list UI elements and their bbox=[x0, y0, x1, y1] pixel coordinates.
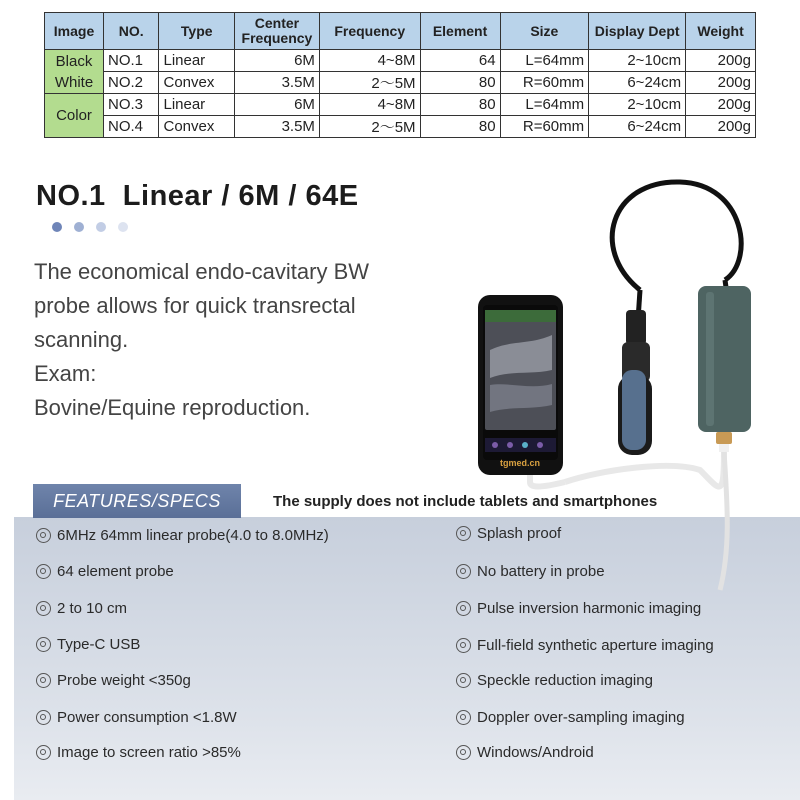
table-row bbox=[45, 116, 756, 138]
cell-freq: 4~8M bbox=[319, 94, 420, 116]
cell-display: 2~10cm bbox=[589, 50, 686, 72]
feature-text: Doppler over-sampling imaging bbox=[477, 709, 685, 726]
feature-text: Splash proof bbox=[477, 525, 562, 542]
feature-item bbox=[456, 600, 701, 617]
bullet-icon bbox=[36, 710, 51, 725]
feature-text: Pulse inversion harmonic imaging bbox=[477, 600, 702, 617]
desc-line: The economical endo-cavitary BW bbox=[34, 259, 370, 284]
feature-item bbox=[456, 637, 714, 654]
feature-text: Image to screen ratio >85% bbox=[57, 744, 241, 761]
col-size: Size bbox=[500, 13, 589, 50]
cell-weight: 200g bbox=[686, 116, 756, 138]
col-weight: Weight bbox=[686, 13, 756, 50]
supply-note: The supply does not include tablets and smartphones bbox=[273, 493, 658, 510]
feature-item bbox=[36, 744, 241, 761]
feature-text: 6MHz 64mm linear probe(4.0 to 8.0MHz) bbox=[57, 527, 329, 544]
col-no: NO. bbox=[104, 13, 159, 50]
dot-4 bbox=[118, 222, 128, 232]
feature-item bbox=[456, 672, 653, 689]
cell-type: Convex bbox=[159, 116, 234, 138]
bullet-icon bbox=[36, 673, 51, 688]
cell-display: 6~24cm bbox=[589, 116, 686, 138]
feature-text: No battery in probe bbox=[477, 563, 605, 580]
bullet-icon bbox=[36, 745, 51, 760]
col-image: Image bbox=[45, 13, 104, 50]
bullet-icon bbox=[36, 637, 51, 652]
col-frequency: Frequency bbox=[319, 13, 420, 50]
spec-table bbox=[44, 12, 756, 138]
cell-size: R=60mm bbox=[500, 72, 589, 94]
cell-size: L=64mm bbox=[500, 94, 589, 116]
dot-1 bbox=[52, 222, 62, 232]
feature-item bbox=[36, 672, 191, 689]
bullet-icon bbox=[456, 601, 471, 616]
bullet-icon bbox=[456, 745, 471, 760]
cell-display: 6~24cm bbox=[589, 72, 686, 94]
cell-center: 6M bbox=[234, 50, 319, 72]
image-cell-bw: Black White bbox=[45, 50, 104, 94]
desc-line: probe allows for quick transrectal bbox=[34, 293, 356, 318]
feature-text: Full-field synthetic aperture imaging bbox=[477, 637, 714, 654]
cell-center: 3.5M bbox=[234, 116, 319, 138]
bullet-icon bbox=[456, 526, 471, 541]
cell-freq: 2～5M bbox=[319, 116, 420, 138]
desc-line: Exam: bbox=[34, 361, 97, 386]
feature-item bbox=[36, 709, 237, 726]
feature-item bbox=[36, 600, 127, 617]
dot-3 bbox=[96, 222, 106, 232]
feature-item bbox=[456, 709, 685, 726]
image-cell-color: Color bbox=[45, 94, 104, 138]
cell-element: 80 bbox=[420, 72, 500, 94]
bullet-icon bbox=[36, 528, 51, 543]
feature-item bbox=[456, 563, 605, 580]
cell-size: R=60mm bbox=[500, 116, 589, 138]
phone-brand-text: tgmed.cn bbox=[499, 458, 541, 468]
feature-text: Windows/Android bbox=[477, 744, 594, 761]
cell-display: 2~10cm bbox=[589, 94, 686, 116]
cell-type: Linear bbox=[159, 50, 234, 72]
cell-center: 3.5M bbox=[234, 72, 319, 94]
cell-no: NO.1 bbox=[104, 50, 159, 72]
feature-text: 2 to 10 cm bbox=[57, 600, 128, 617]
table-row bbox=[45, 72, 756, 94]
bullet-icon bbox=[456, 638, 471, 653]
cell-type: Convex bbox=[159, 72, 234, 94]
cell-element: 80 bbox=[420, 116, 500, 138]
feature-item bbox=[36, 563, 174, 580]
feature-item bbox=[36, 636, 140, 653]
bullet-icon bbox=[36, 564, 51, 579]
cell-no: NO.2 bbox=[104, 72, 159, 94]
cell-weight: 200g bbox=[686, 94, 756, 116]
probe-description bbox=[34, 255, 454, 425]
feature-item bbox=[456, 525, 561, 542]
features-tab: FEATURES/SPECS bbox=[33, 484, 241, 518]
cell-size: L=64mm bbox=[500, 50, 589, 72]
table-header-row bbox=[45, 13, 756, 50]
feature-item bbox=[456, 744, 594, 761]
bullet-icon bbox=[456, 710, 471, 725]
col-type: Type bbox=[159, 13, 234, 50]
desc-line: scanning. bbox=[34, 327, 129, 352]
dot-2 bbox=[74, 222, 84, 232]
cell-no: NO.4 bbox=[104, 116, 159, 138]
cell-freq: 2～5M bbox=[319, 72, 420, 94]
cell-element: 64 bbox=[420, 50, 500, 72]
table-row bbox=[45, 50, 756, 72]
feature-text: Probe weight <350g bbox=[57, 672, 191, 689]
bullet-icon bbox=[456, 564, 471, 579]
cell-element: 80 bbox=[420, 94, 500, 116]
feature-text: 64 element probe bbox=[57, 563, 174, 580]
feature-text: Power consumption <1.8W bbox=[57, 709, 237, 726]
bullet-icon bbox=[456, 673, 471, 688]
table-row bbox=[45, 94, 756, 116]
cell-freq: 4~8M bbox=[319, 50, 420, 72]
cell-weight: 200g bbox=[686, 72, 756, 94]
probe-title: NO.1 Linear / 6M / 64E bbox=[36, 180, 359, 212]
bullet-icon bbox=[36, 601, 51, 616]
cell-no: NO.3 bbox=[104, 94, 159, 116]
col-center-frequency: Center Frequency bbox=[234, 13, 319, 50]
cell-type: Linear bbox=[159, 94, 234, 116]
cell-weight: 200g bbox=[686, 50, 756, 72]
cell-center: 6M bbox=[234, 94, 319, 116]
col-display-dept: Display Dept bbox=[589, 13, 686, 50]
desc-line: Bovine/Equine reproduction. bbox=[34, 395, 311, 420]
col-element: Element bbox=[420, 13, 500, 50]
feature-text: Type-C USB bbox=[57, 636, 141, 653]
feature-item bbox=[36, 527, 329, 544]
page-dots bbox=[52, 222, 128, 232]
feature-text: Speckle reduction imaging bbox=[477, 672, 653, 689]
